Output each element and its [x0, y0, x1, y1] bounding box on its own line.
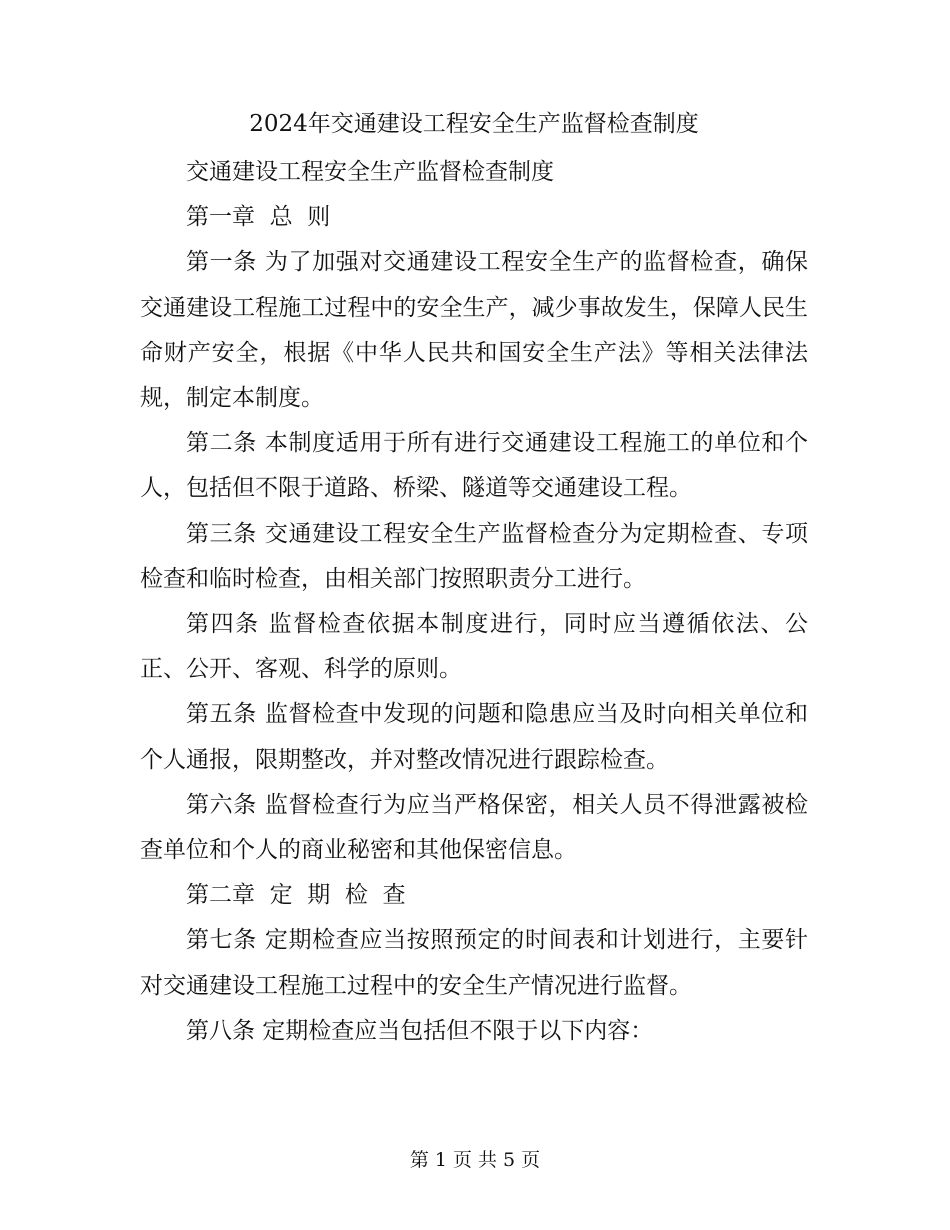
article-7: 第七条 定期检查应当按照预定的时间表和计划进行，主要针对交通建设工程施工过程中的安全生产情况进行监督。 [140, 927, 808, 999]
article-6: 第六条 监督检查行为应当严格保密，相关人员不得泄露被检查单位和个人的商业秘密和其他保密信息。 [140, 791, 808, 864]
chapter-heading-1: 第一章 总 则 [186, 204, 331, 231]
article-3: 第三条 交通建设工程安全生产监督检查分为定期检查、专项检查和临时检查，由相关部门按照职责分工进行。 [140, 520, 808, 592]
document-subtitle: 交通建设工程安全生产监督检查制度 [186, 159, 554, 185]
article-4: 第四条 监督检查依据本制度进行，同时应当遵循依法、公正、公开、客观、科学的原则。 [140, 611, 808, 683]
page-number-footer: 第 1 页 共 5 页 [409, 1149, 541, 1171]
document-body [140, 98, 808, 1054]
article-2: 第二条 本制度适用于所有进行交通建设工程施工的单位和个人，包括但不限于道路、桥梁、隧道等交通建设工程。 [140, 430, 808, 502]
chapter-heading-2: 第二章 定 期 检 查 [186, 882, 406, 909]
article-1: 第一条 为了加强对交通建设工程安全生产的监督检查，确保交通建设工程施工过程中的安全生产，减少事故发生，保障人民生命财产安全，根据《中华人民共和国安全生产法》等相关法律法规，制定本制度。 [140, 249, 808, 412]
article-5: 第五条 监督检查中发现的问题和隐患应当及时向相关单位和个人通报，限期整改，并对整改情况进行跟踪检查。 [140, 701, 808, 773]
document-title: 2024年交通建设工程安全生产监督检查制度 [249, 111, 699, 137]
article-8: 第八条 定期检查应当包括但不限于以下内容： [186, 1017, 654, 1044]
